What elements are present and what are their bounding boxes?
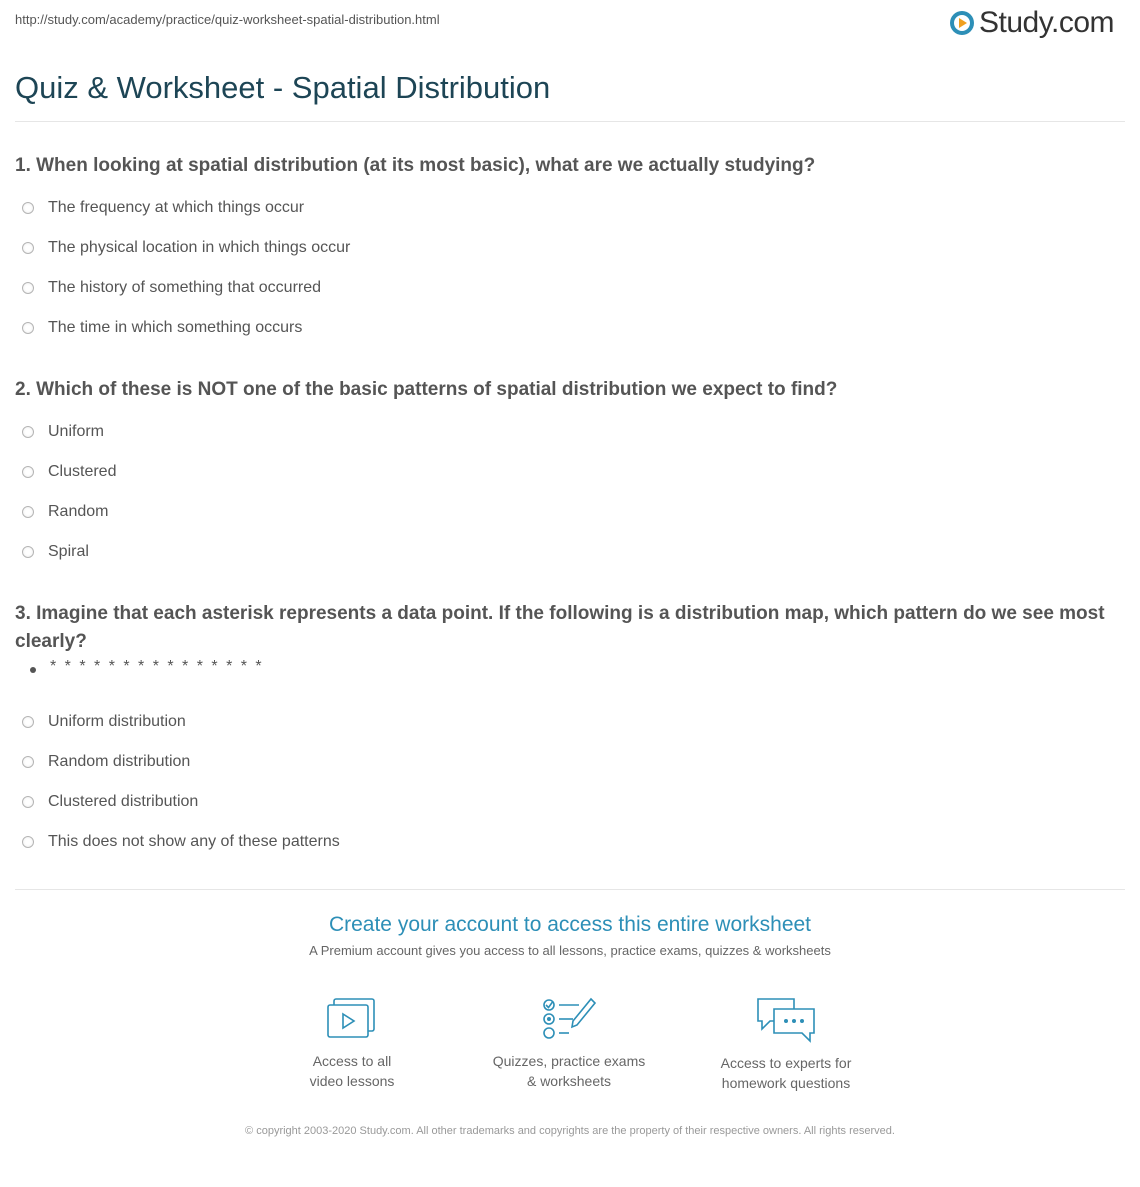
asterisk-map — [30, 658, 264, 676]
option-label: Random — [48, 503, 109, 520]
answer-option[interactable] — [22, 316, 302, 340]
answer-option[interactable] — [22, 236, 350, 260]
answer-option[interactable] — [22, 750, 190, 774]
question-1: 1. When looking at spatial distribution (at its most basic), what are we actually studying? — [15, 155, 816, 176]
answer-option[interactable] — [22, 710, 186, 734]
title-divider — [15, 121, 1125, 122]
page-title: Quiz & Worksheet - Spatial Distribution — [15, 70, 551, 105]
option-label: Uniform — [48, 423, 105, 440]
option-label: The frequency at which things occur — [48, 199, 305, 216]
question-2: 2. Which of these is NOT one of the basic patterns of spatial distribution we expect to find? — [15, 379, 838, 400]
radio-button[interactable] — [22, 546, 34, 558]
option-label: This does not show any of these patterns — [48, 833, 340, 850]
asterisk-row: * * * * * * * * * * * * * * * — [50, 658, 264, 675]
page-url: http://study.com/academy/practice/quiz-worksheet-spatial-distribution.html — [15, 12, 440, 27]
video-lessons-icon — [326, 995, 378, 1041]
answer-option[interactable] — [22, 830, 340, 854]
option-label: Uniform distribution — [48, 713, 186, 730]
feature-label-line: Quizzes, practice exams — [492, 1053, 646, 1069]
feature-experts — [696, 995, 876, 1093]
copyright-notice: © copyright 2003-2020 Study.com. All other trademarks and copyrights are the property of their respective owners. All rights reserved. — [245, 1125, 895, 1137]
radio-button[interactable] — [22, 836, 34, 848]
feature-quizzes — [479, 995, 659, 1091]
radio-button[interactable] — [22, 282, 34, 294]
feature-label-line: video lessons — [309, 1073, 395, 1089]
answer-option[interactable] — [22, 196, 304, 220]
quiz-checklist-icon — [541, 995, 597, 1041]
create-account-link[interactable]: Create your account to access this entire worksheet — [328, 913, 812, 936]
radio-button[interactable] — [22, 322, 34, 334]
answer-option[interactable] — [22, 460, 116, 484]
chat-bubbles-icon — [754, 995, 818, 1043]
content-divider — [15, 889, 1125, 890]
feature-video-lessons — [262, 995, 442, 1091]
radio-button[interactable] — [22, 716, 34, 728]
answer-option[interactable] — [22, 276, 321, 300]
radio-button[interactable] — [22, 796, 34, 808]
radio-button[interactable] — [22, 242, 34, 254]
radio-button[interactable] — [22, 426, 34, 438]
bullet-icon — [30, 667, 36, 673]
play-logo-icon — [949, 10, 975, 36]
answer-option[interactable] — [22, 500, 108, 524]
option-label: The physical location in which things occur — [48, 239, 351, 256]
option-label: Spiral — [48, 543, 89, 560]
answer-option[interactable] — [22, 790, 198, 814]
radio-button[interactable] — [22, 756, 34, 768]
option-label: The time in which something occurs — [48, 319, 303, 336]
study-logo[interactable] — [949, 6, 1114, 40]
feature-label-line: & worksheets — [526, 1073, 612, 1089]
radio-button[interactable] — [22, 506, 34, 518]
feature-label-line: Access to experts for — [720, 1055, 852, 1071]
logo-text: Study.com — [979, 6, 1114, 39]
option-label: Random distribution — [48, 753, 191, 770]
feature-label-line: homework questions — [721, 1075, 851, 1091]
question-3: 3. Imagine that each asterisk represents a data point. If the following is a distribution map, which pattern do we see most clearly? — [15, 603, 1105, 652]
radio-button[interactable] — [22, 202, 34, 214]
option-label: The history of something that occurred — [48, 279, 322, 296]
radio-button[interactable] — [22, 466, 34, 478]
feature-label-line: Access to all — [312, 1053, 392, 1069]
option-label: Clustered — [48, 463, 117, 480]
option-label: Clustered distribution — [48, 793, 199, 810]
premium-description: A Premium account gives you access to all lessons, practice exams, quizzes & worksheets — [309, 943, 831, 958]
answer-option[interactable] — [22, 420, 104, 444]
answer-option[interactable] — [22, 540, 89, 564]
